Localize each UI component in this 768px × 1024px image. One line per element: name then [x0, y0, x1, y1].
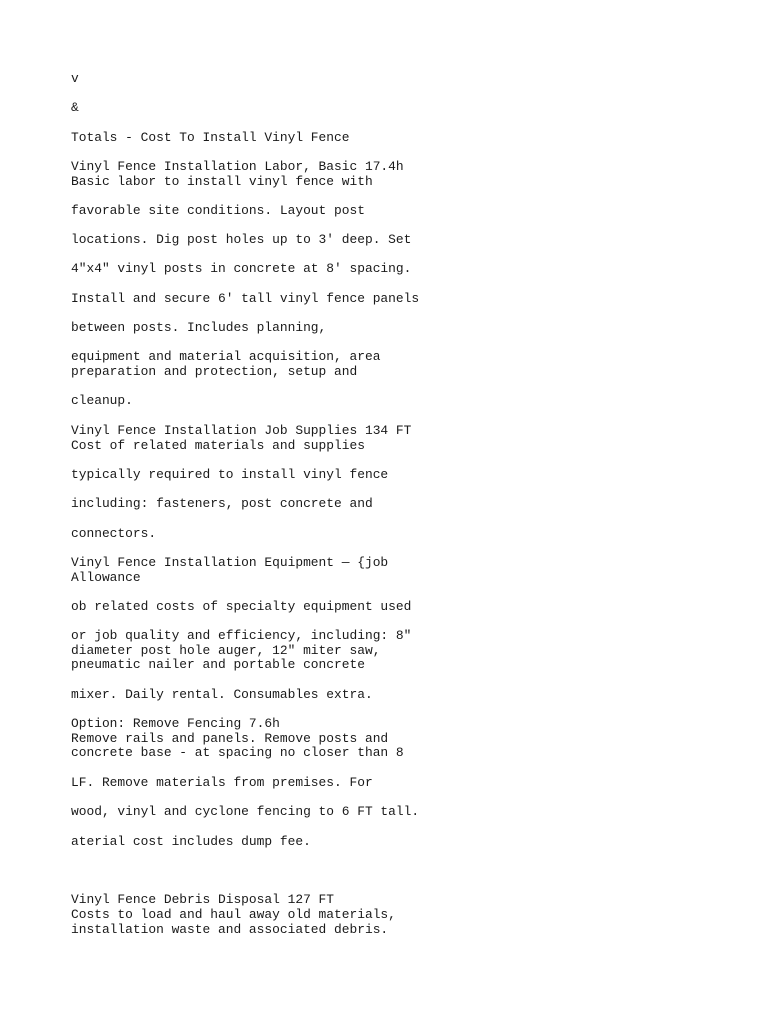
labor-description-line: Install and secure 6' tall vinyl fence panels	[71, 291, 420, 306]
stray-char-ampersand: &	[71, 100, 79, 115]
labor-description-line: equipment and material acquisition, area	[71, 349, 381, 364]
remove-fencing-description: aterial cost includes dump fee.	[71, 834, 311, 849]
labor-description-line: preparation and protection, setup and	[71, 364, 358, 379]
remove-fencing-description: concrete base - at spacing no closer than 8	[71, 745, 404, 760]
debris-disposal-heading: Vinyl Fence Debris Disposal 127 FT	[71, 892, 335, 907]
labor-description-line: favorable site conditions. Layout post	[71, 203, 365, 218]
debris-disposal-description: installation waste and associated debris.	[71, 922, 389, 937]
remove-fencing-description: wood, vinyl and cyclone fencing to 6 FT tall.	[71, 804, 420, 819]
equipment-description-line: pneumatic nailer and portable concrete	[71, 657, 365, 672]
remove-fencing-heading: Option: Remove Fencing 7.6h	[71, 716, 280, 731]
supplies-description-line: including: fasteners, post concrete and	[71, 496, 373, 511]
labor-description-line: 4"x4" vinyl posts in concrete at 8' spacing.	[71, 261, 412, 276]
supplies-item-heading: Vinyl Fence Installation Job Supplies 134 FT	[71, 423, 412, 438]
equipment-description-line: diameter post hole auger, 12" miter saw,	[71, 643, 381, 658]
supplies-description-line: typically required to install vinyl fence	[71, 467, 389, 482]
supplies-description-line: connectors.	[71, 526, 157, 541]
document-title: Totals - Cost To Install Vinyl Fence	[71, 130, 350, 145]
equipment-item-unit: Allowance	[71, 570, 141, 585]
stray-char-v: v	[71, 71, 79, 86]
labor-item-heading: Vinyl Fence Installation Labor, Basic 17.4h	[71, 159, 404, 174]
debris-disposal-description: Costs to load and haul away old materials,	[71, 907, 396, 922]
labor-description-line: between posts. Includes planning,	[71, 320, 327, 335]
remove-fencing-description: Remove rails and panels. Remove posts and	[71, 731, 389, 746]
equipment-description-line: or job quality and efficiency, including: 8"	[71, 628, 412, 643]
equipment-description-line: ob related costs of specialty equipment used	[71, 599, 412, 614]
remove-fencing-description: LF. Remove materials from premises. For	[71, 775, 373, 790]
labor-description-line: locations. Dig post holes up to 3' deep. Set	[71, 232, 412, 247]
labor-description-line: cleanup.	[71, 393, 133, 408]
equipment-description-line: mixer. Daily rental. Consumables extra.	[71, 687, 373, 702]
equipment-item-heading: Vinyl Fence Installation Equipment — {job	[71, 555, 389, 570]
labor-description-line: Basic labor to install vinyl fence with	[71, 174, 373, 189]
supplies-description-line: Cost of related materials and supplies	[71, 438, 365, 453]
